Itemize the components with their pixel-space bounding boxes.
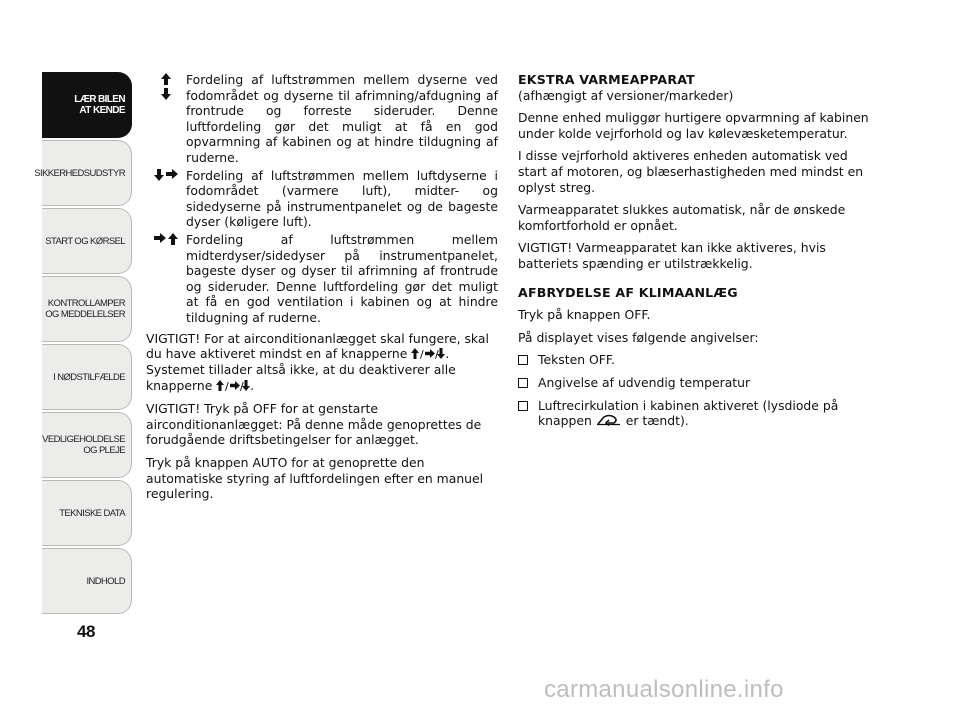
checkbox-bullet-icon [518,378,528,388]
distribution-item [146,232,498,326]
distribution-text: Fordeling af luftstrømmen mellem midterdyser/sidedyser på instrumentpanelet, bageste dyser og dyser til afrimning af frontrude og sideruder. Denne luftfordeling gør det muligt at få en god ventilation i kabinen og at hindre tildugning af ruderne. [186,231,498,325]
heater-subtitle: (afhængigt af versioner/markeder) [518,87,734,103]
heater-paragraph-1: Denne enhed muliggør hurtigere opvarmning af kabinen under kolde vejrforhold og lav kølevæsketemperatur. [518,110,869,141]
heater-paragraph-4: VIGTIGT! Varmeapparatet kan ikke aktiveres, hvis batteriets spænding er utilstrækkelig. [518,240,826,271]
right-column [518,72,878,436]
tab-tekniske-data[interactable]: TEKNISKE DATA [42,480,132,546]
distribution-text: Fordeling af luftstrømmen mellem dyserne ved fodområdet og dyserne til afrimning/afdugning af frontrude og forreste sideruder. Denne luftfordeling gør det muligt at få en god opvarmning af kabinen og at hindre tildugning af ruderne. [186,72,498,165]
tab-i-nodstilfaelde[interactable]: I NØDSTILFÆLDE [42,344,132,410]
list-item: Teksten OFF. [518,352,878,368]
arrow-up-down-icon [146,72,186,166]
off-paragraph-1: Tryk på knappen OFF. [518,307,651,323]
page-number: 48 [77,622,95,641]
svg-text:/: / [420,347,425,359]
list-item: Angivelse af udvendig temperatur [518,375,878,391]
distribution-icons-inline [411,347,445,363]
tab-laer-bilen-at-kende[interactable]: LÆR BILEN AT KENDE [42,72,132,138]
heater-paragraph-3: Varmeapparatet slukkes automatisk, når de ønskede komfortforhold er opnået. [518,202,846,233]
watermark: carmanualsonline.info [544,676,784,703]
auto-paragraph: Tryk på knappen AUTO for at genoprette den automatiske styring af luftfordelingen efter en manuel regulering. [146,455,484,502]
distribution-item [146,72,498,166]
distribution-icons-inline [216,379,250,395]
left-column [146,72,498,509]
list-item: Luftrecirkulation i kabinen aktiveret (lysdiode på knappen er tændt). [518,398,878,430]
off-heading: AFBRYDELSE AF KLIMAANLÆG [518,284,738,300]
arrow-right-up-icon [146,232,186,326]
tab-start-og-korsel[interactable]: START OG KØRSEL [42,208,132,274]
distribution-item [146,168,498,230]
arrow-down-right-icon [146,168,186,230]
heater-heading: EKSTRA VARMEAPPARAT [518,72,695,87]
svg-text:/: / [435,347,440,359]
svg-text:/: / [225,379,229,391]
tab-sikkerhedsudstyr[interactable]: SIKKERHEDSUDSTYR [42,140,132,206]
svg-text:/: / [240,379,244,391]
tab-vedligeholdelse[interactable]: VEDLIGEHOLDELSE OG PLEJE [42,412,132,478]
heater-paragraph-2: I disse vejrforhold aktiveres enheden automatisk ved start af motoren, og blæserhastigheden med mindst en oplyst streg. [518,148,864,195]
distribution-text: Fordeling af luftstrømmen mellem luftdyserne i fodområdet (varmere luft), midter- og sidedyserne på instrumentpanelet og de bageste dyser (køligere luft). [186,167,498,230]
tab-kontrollamper[interactable]: KONTROLLAMPER OG MEDDELELSER [42,276,132,342]
off-paragraph-2: På displayet vises følgende angivelser: [518,329,759,345]
important-note-1: VIGTIGT! For at airconditionanlægget skal fungere, skal du have aktiveret mindst en af knapperne / / . Systemet tillader altså ikke, at du deaktiverer alle knapperne / / . [146,330,489,393]
important-note-2: VIGTIGT! Tryk på OFF for at genstarte airconditionanlægget: På denne måde genoprettes de forudgående driftsbetingelser for anlægget. [146,401,482,448]
checkbox-bullet-icon [518,401,528,411]
tab-indhold[interactable]: INDHOLD [42,548,132,614]
checkbox-bullet-icon [518,355,528,365]
recirculation-icon [596,414,622,430]
